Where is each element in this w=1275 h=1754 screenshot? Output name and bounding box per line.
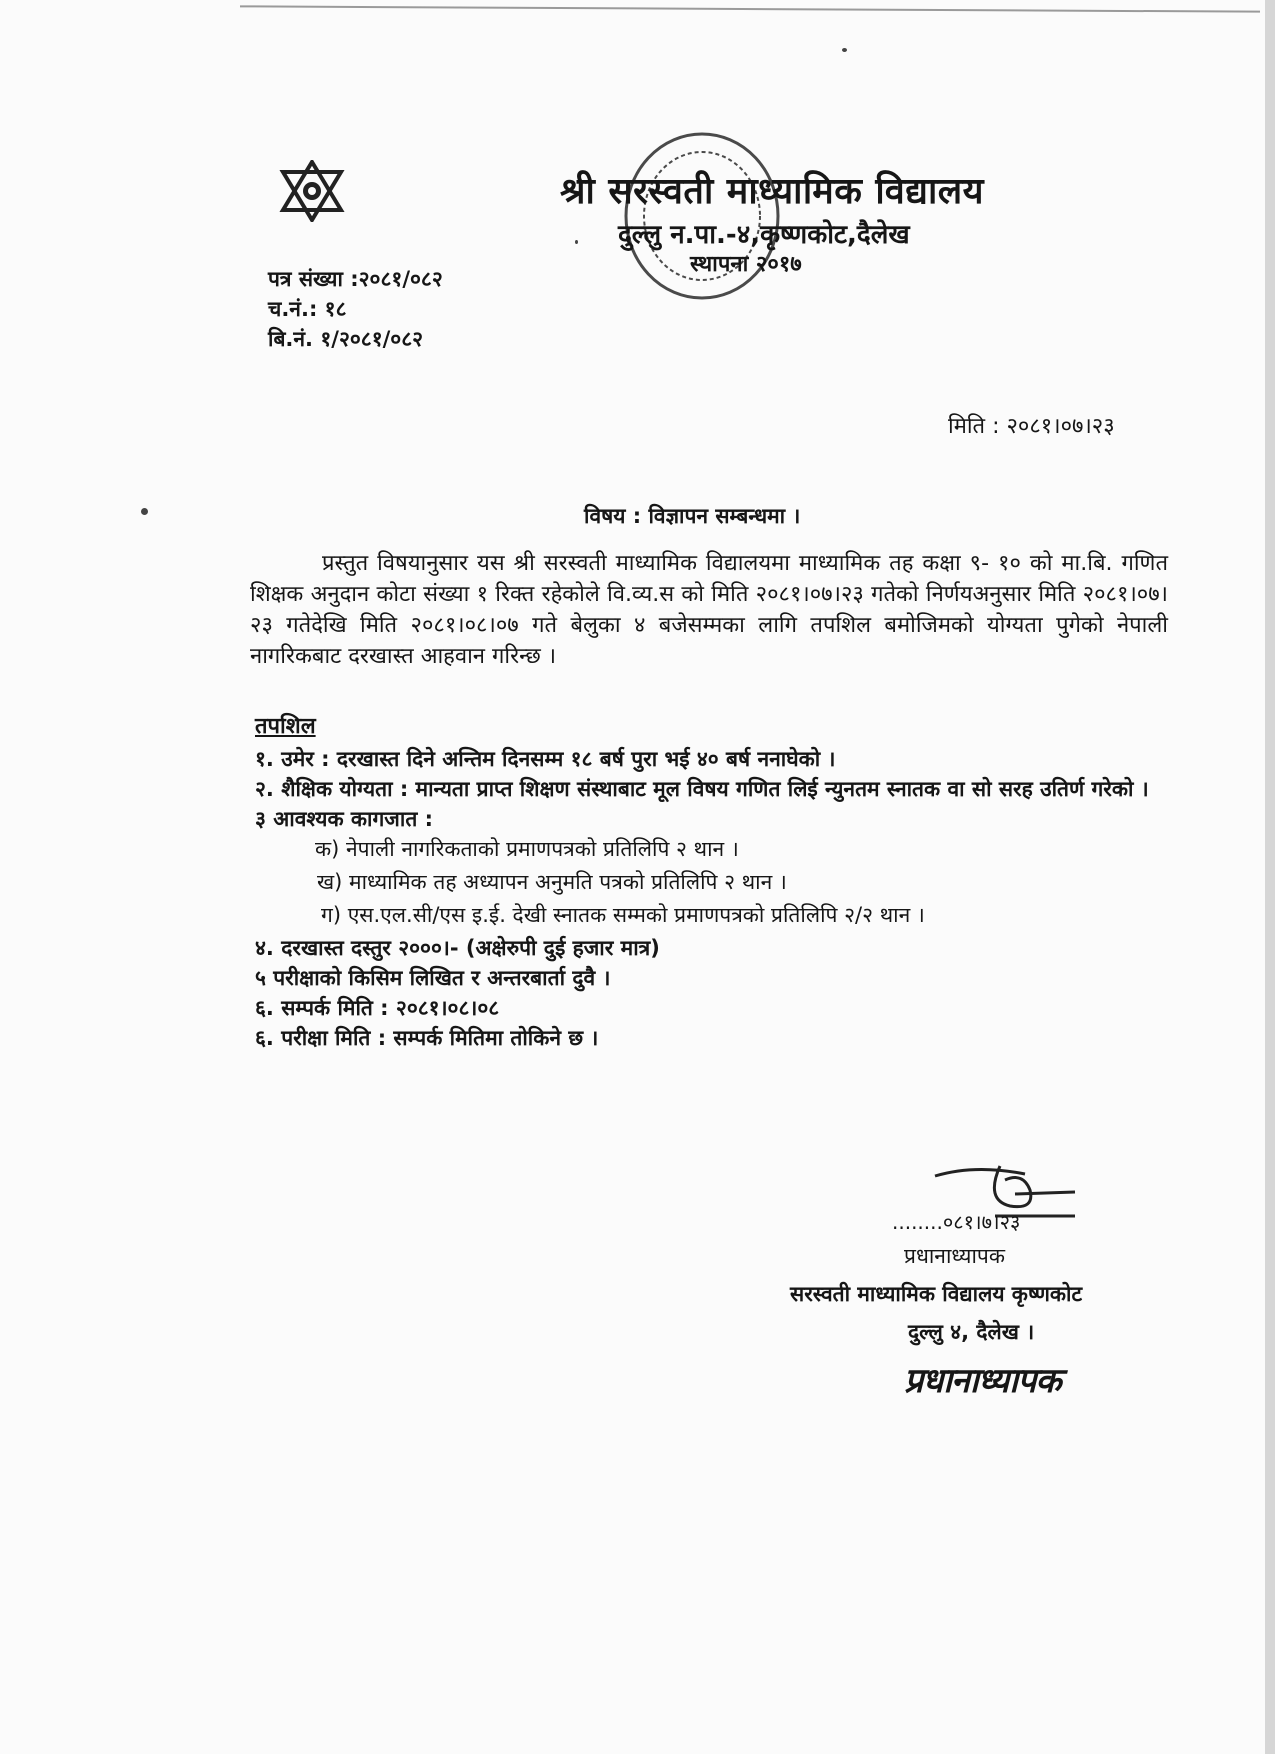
document-item: ग) एस.एल.सी/एस इ.ई. देखी स्नातक सम्मको प्रमाणपत्रको प्रतिलिपि २/२ थान । (321, 903, 925, 927)
details-list (255, 746, 1175, 1055)
signatory-address: दुल्लु ४, दैलेख । (908, 1320, 1035, 1344)
details-heading: तपशिल (255, 714, 316, 739)
application-fee: ४. दरखास्त दस्तुर २०००।- (अक्षेरुपी दुई हजार मात्र) (255, 936, 660, 960)
exam-type: ५ परीक्षाको किसिम लिखित र अन्तरबार्ता दुवै । (255, 966, 611, 990)
document-item: ख) माध्यामिक तह अध्यापन अनुमति पत्रको प्रतिलिपि २ थान । (317, 870, 787, 894)
exam-date: ६. परीक्षा मिति : सम्पर्क मितिमा तोकिने छ । (255, 1026, 599, 1050)
letter-date: मिति : २०८१।०७।२३ (948, 414, 1115, 439)
dust-speck (141, 508, 148, 515)
national-emblem-icon (278, 160, 346, 222)
documents-list (255, 836, 1175, 929)
age-requirement: १. उमेर : दरखास्त दिने अन्तिम दिनसम्म १८ बर्ष पुरा भई ४० बर्ष ननाघेको । (255, 747, 836, 771)
headmaster-stamp: प्रधानाध्यापक (904, 1361, 1061, 1401)
scan-edge-top (240, 5, 1260, 12)
school-name: श्री सरस्वती माध्यामिक विद्यालय (560, 171, 985, 212)
signature-date: ........०८१।७।२३ (892, 1210, 1021, 1234)
scan-edge-right (1265, 0, 1275, 1754)
signature-block (780, 1160, 1180, 1401)
school-established: स्थापना २०१७ (690, 252, 802, 277)
reference-block (268, 264, 443, 354)
documents-heading: ३ आवश्यक कागजात : (255, 807, 434, 831)
dust-speck (575, 240, 578, 244)
advertisement-number: बि.नं. १/२०८१/०८२ (268, 327, 424, 351)
signatory-title: प्रधानाध्यापक (904, 1244, 1005, 1268)
document-item: क) नेपाली नागरिकताको प्रमाणपत्रको प्रतिलिपि २ थान । (315, 837, 739, 861)
dispatch-number: च.नं.: १८ (268, 297, 347, 321)
body-paragraph: प्रस्तुत विषयानुसार यस श्री सरस्वती माध्यामिक विद्यालयमा माध्यामिक तह कक्षा ९- १० को मा.बि. गणित शिक्षक अनुदान कोटा संख्या १ रिक्त रहेकोले वि.व्य.स को मिति २०८१।०७।२३ गतेको निर्णयअनुसार मिति २०८१।०७।२३ गतेदेखि मिति २०८१।०८।०७ गते बेलुका ४ बजेसम्मका लागि तपशिल बमोजिमको योग्यता पुगेको नेपाली नागरिकबाट दरखास्त आहवान गरिन्छ । (250, 551, 1168, 669)
dust-speck (842, 48, 847, 52)
school-address: दुल्लु न.पा.-४,कृष्णकोट,दैलेख (618, 220, 910, 250)
contact-date: ६. सम्पर्क मिति : २०८१।०८।०८ (255, 996, 500, 1020)
letter-number: पत्र संख्या :२०८१/०८२ (268, 267, 443, 291)
qualification-requirement: २. शैक्षिक योग्यता : मान्यता प्राप्त शिक्षण संस्थाबाट मूल विषय गणित लिई न्युनतम स्नातक वा सो सरह उतिर्ण गरेको । (255, 777, 1149, 801)
signatory-school: सरस्वती माध्यामिक विद्यालय कृष्णकोट (790, 1282, 1083, 1306)
subject-line: विषय : विज्ञापन सम्बन्धमा । (584, 504, 801, 528)
